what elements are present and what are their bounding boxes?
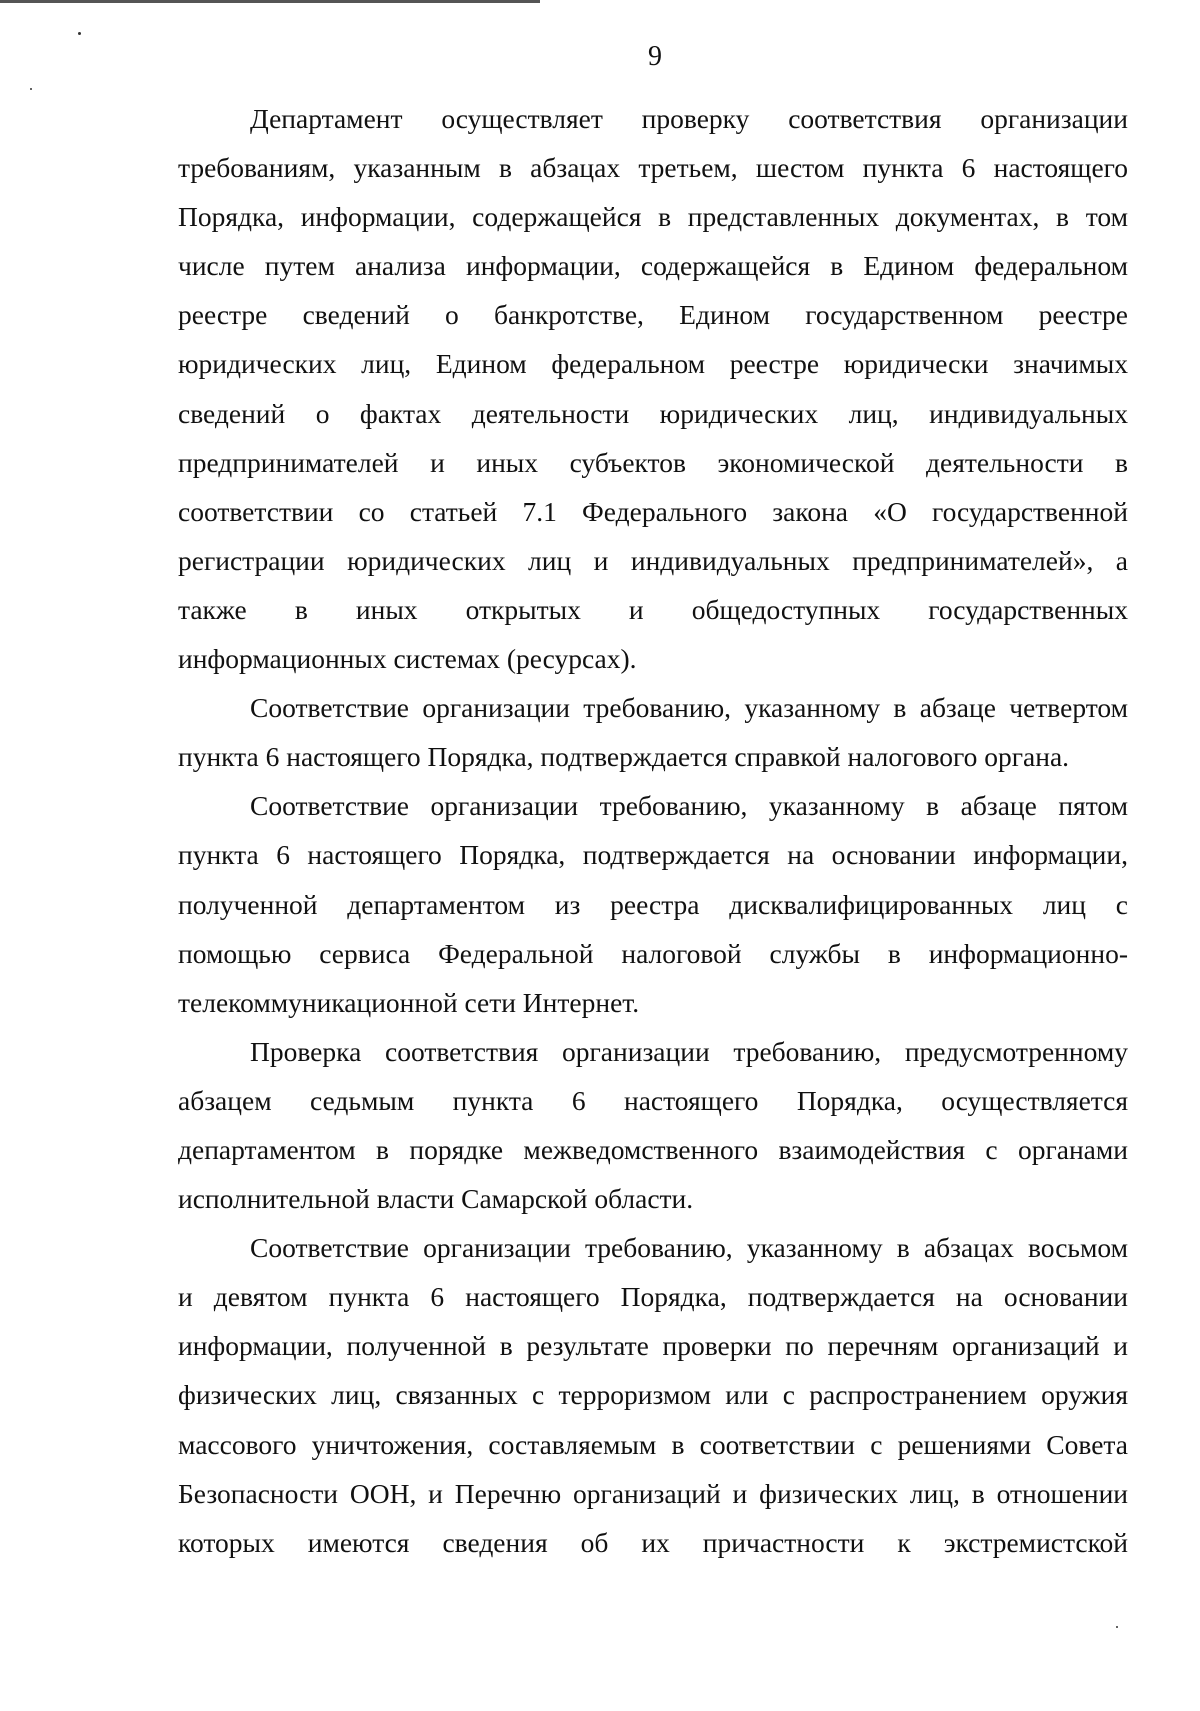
text-line: числе путем анализа информации, содержащейся в Едином федеральном [178, 250, 1128, 282]
text-line: Безопасности ООН, и Перечню организаций и физических лиц, в отношении [178, 1477, 1128, 1509]
scan-speck [78, 32, 81, 35]
text-line: Соответствие организации требованию, указанному в абзаце пятом [250, 790, 1128, 822]
text-line: юридических лиц, Едином федеральном реестре юридически значимых [178, 348, 1128, 380]
text-line: телекоммуникационной сети Интернет. [178, 986, 640, 1018]
text-line: пункта 6 настоящего Порядка, подтверждается на основании информации, [178, 839, 1128, 871]
text-line: полученной департаментом из реестра дисквалифицированных лиц с [178, 888, 1128, 920]
text-line: реестре сведений о банкротстве, Едином государственном реестре [178, 299, 1128, 331]
text-line: пункта 6 настоящего Порядка, подтверждается справкой налогового органа. [178, 741, 1070, 773]
text-line: абзацем седьмым пункта 6 настоящего Порядка, осуществляется [178, 1084, 1128, 1116]
text-line: Соответствие организации требованию, указанному в абзаце четвертом [250, 692, 1128, 724]
text-line: регистрации юридических лиц и индивидуальных предпринимателей», а [178, 544, 1128, 576]
text-line: сведений о фактах деятельности юридических лиц, индивидуальных [178, 397, 1128, 429]
text-line: Департамент осуществляет проверку соответствия организации [250, 103, 1128, 134]
text-line: требованиям, указанным в абзацах третьем, шестом пункта 6 настоящего [178, 152, 1128, 184]
paragraph [178, 683, 1128, 781]
text-line: информации, полученной в результате проверки по перечням организаций и [178, 1330, 1128, 1362]
text-line: помощью сервиса Федеральной налоговой службы в информационно- [178, 937, 1128, 969]
paragraph [178, 1223, 1128, 1567]
document-body [178, 94, 1128, 1567]
text-line: Проверка соответствия организации требованию, предусмотренному [250, 1035, 1128, 1067]
text-line: соответствии со статьей 7.1 Федерального закона «О государственной [178, 495, 1128, 527]
text-line: массового уничтожения, составляемым в соответствии с решениями Совета [178, 1428, 1128, 1460]
scan-speck [1116, 1626, 1118, 1628]
page-number: 9 [648, 41, 662, 72]
text-line: информационных системах (ресурсах). [178, 643, 637, 675]
text-line: и девятом пункта 6 настоящего Порядка, подтверждается на основании [178, 1281, 1128, 1313]
scan-edge-line [0, 0, 540, 3]
paragraph [178, 781, 1128, 1026]
paragraph [178, 1027, 1128, 1223]
paragraph [178, 94, 1128, 683]
text-line: которых имеются сведения об их причастности к экстремистской [178, 1526, 1128, 1558]
text-line: Порядка, информации, содержащейся в представленных документах, в том [178, 201, 1128, 233]
text-line: физических лиц, связанных с терроризмом или с распространением оружия [178, 1379, 1128, 1411]
text-line: департаментом в порядке межведомственного взаимодействия с органами [178, 1133, 1128, 1165]
text-line: предпринимателей и иных субъектов экономической деятельности в [178, 446, 1128, 478]
scan-speck [30, 88, 32, 90]
text-line: исполнительной власти Самарской области. [178, 1183, 694, 1215]
text-line: также в иных открытых и общедоступных государственных [178, 593, 1128, 625]
text-line: Соответствие организации требованию, указанному в абзацах восьмом [250, 1232, 1128, 1264]
